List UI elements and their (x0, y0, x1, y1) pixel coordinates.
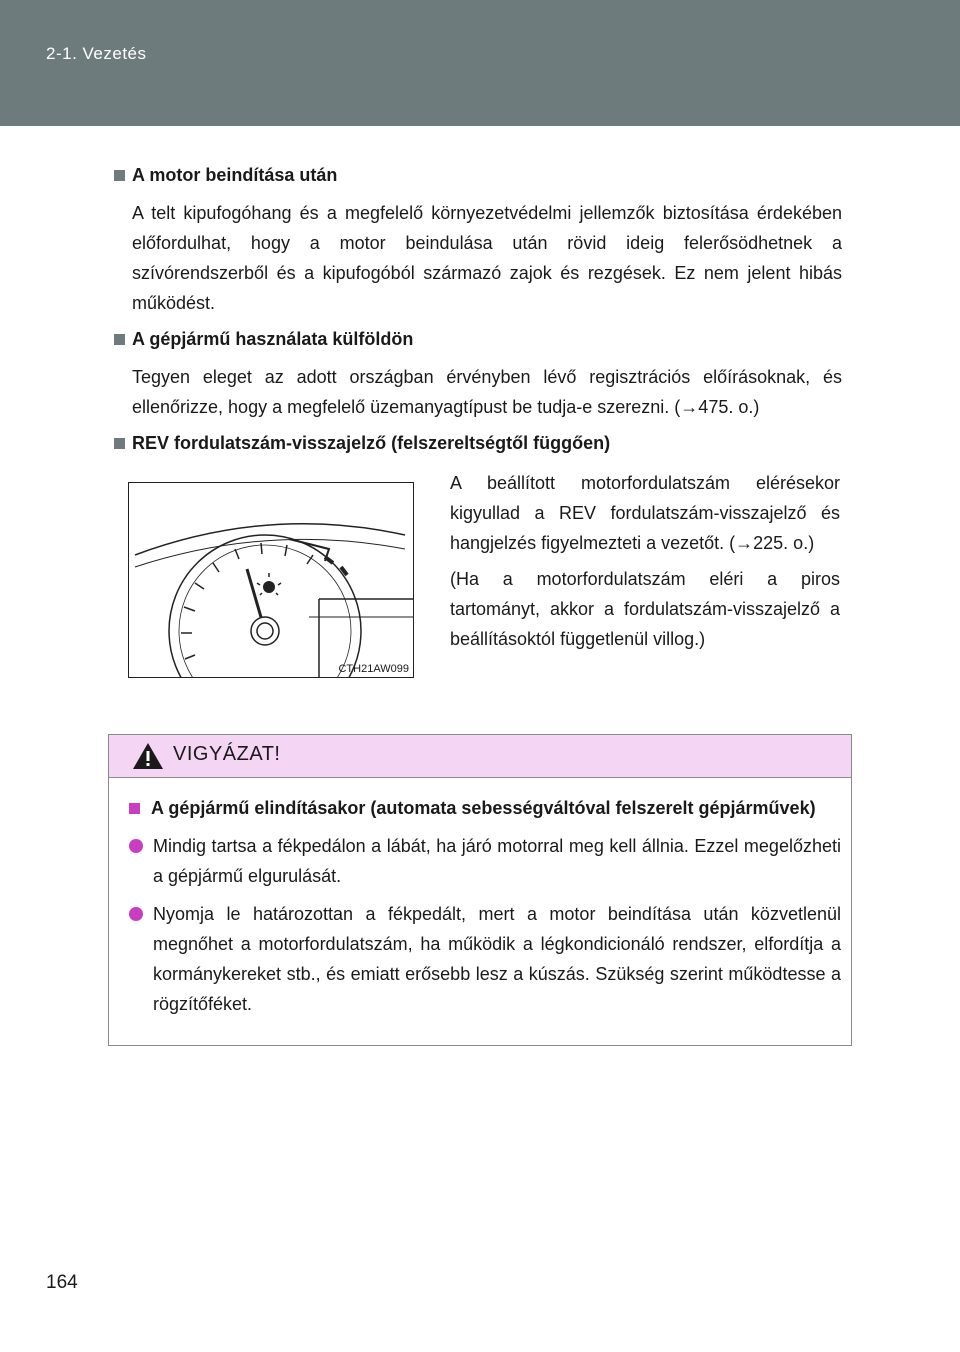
caution-box (108, 734, 852, 1046)
heading-engine-start (112, 160, 842, 190)
caution-bullet (129, 831, 841, 891)
heading-text: A motor beindítása után (132, 165, 338, 185)
caution-bullet-text: Mindig tartsa a fékpedálon a lábát, ha járó motorral meg kell állnia. Ezzel megelőzheti a gépjármű elgurulását. (153, 836, 841, 886)
caution-heading (129, 793, 841, 823)
main-content (112, 160, 842, 688)
paragraph-abroad: Tegyen eleget az adott országban érvényben lévő regisztrációs előírásoknak, és ellenőrizze, hogy a megfelelő üzemanyagtípust be tudja-e szerezni. (→475. o.) (132, 367, 842, 417)
rev-section (112, 468, 842, 688)
square-bullet-icon (114, 334, 125, 345)
caution-bullet-text: Nyomja le határozottan a fékpedált, mert a motor beindítása után közvetlenül megnőhet a motorfordulatszám, ha működik a légkondicionáló rendszer, elfordítja a kormánykereket stb., és emiatt erősebb lesz a kúszás. Szükség szerint működtesse a rögzítőféket. (153, 904, 841, 1014)
section-title: 2-1. Vezetés (46, 44, 147, 63)
caution-body (129, 793, 841, 1019)
square-bullet-icon (114, 438, 125, 449)
circle-bullet-icon (129, 839, 143, 853)
tachometer-illustration-icon (129, 483, 413, 677)
figure-code: CTH21AW099 (338, 663, 409, 675)
caution-header (109, 735, 851, 778)
heading-text: REV fordulatszám-visszajelző (felszereltségtől függően) (132, 433, 611, 453)
caution-heading-text: A gépjármű elindításakor (automata sebességváltóval felszerelt gépjárművek) (151, 798, 816, 818)
tachometer-figure (128, 482, 414, 678)
caution-bullet (129, 899, 841, 1019)
heading-text: A gépjármű használata külföldön (132, 329, 414, 349)
square-bullet-icon (114, 170, 125, 181)
caution-title: VIGYÁZAT! (173, 743, 281, 765)
rev-paragraph-1: A beállított motorfordulatszám elérésekor kigyullad a REV fordulatszám-visszajelző és hangjelzés figyelmezteti a vezetőt. (→225. o.) (450, 473, 840, 553)
rev-paragraph-2: (Ha a motorfordulatszám eléri a piros tartományt, akkor a fordulatszám-visszajelző a beállításoktól függetlenül villog.) (450, 569, 840, 649)
heading-abroad (112, 324, 842, 354)
paragraph-engine-start: A telt kipufogóhang és a megfelelő környezetvédelmi jellemzők biztosítása érdekében előfordulhat, hogy a motor beindulása után rövid ideig felerősödhetnek a szívórendszerből és a kipufogóból származó zajok és rezgések. Ez nem jelent hibás működést. (132, 203, 842, 313)
square-bullet-icon (129, 803, 140, 814)
warning-triangle-icon (131, 741, 165, 771)
rev-description (450, 468, 840, 660)
circle-bullet-icon (129, 907, 143, 921)
page-header (0, 0, 960, 126)
page-number: 164 (46, 1272, 78, 1293)
heading-rev-indicator (112, 428, 842, 458)
